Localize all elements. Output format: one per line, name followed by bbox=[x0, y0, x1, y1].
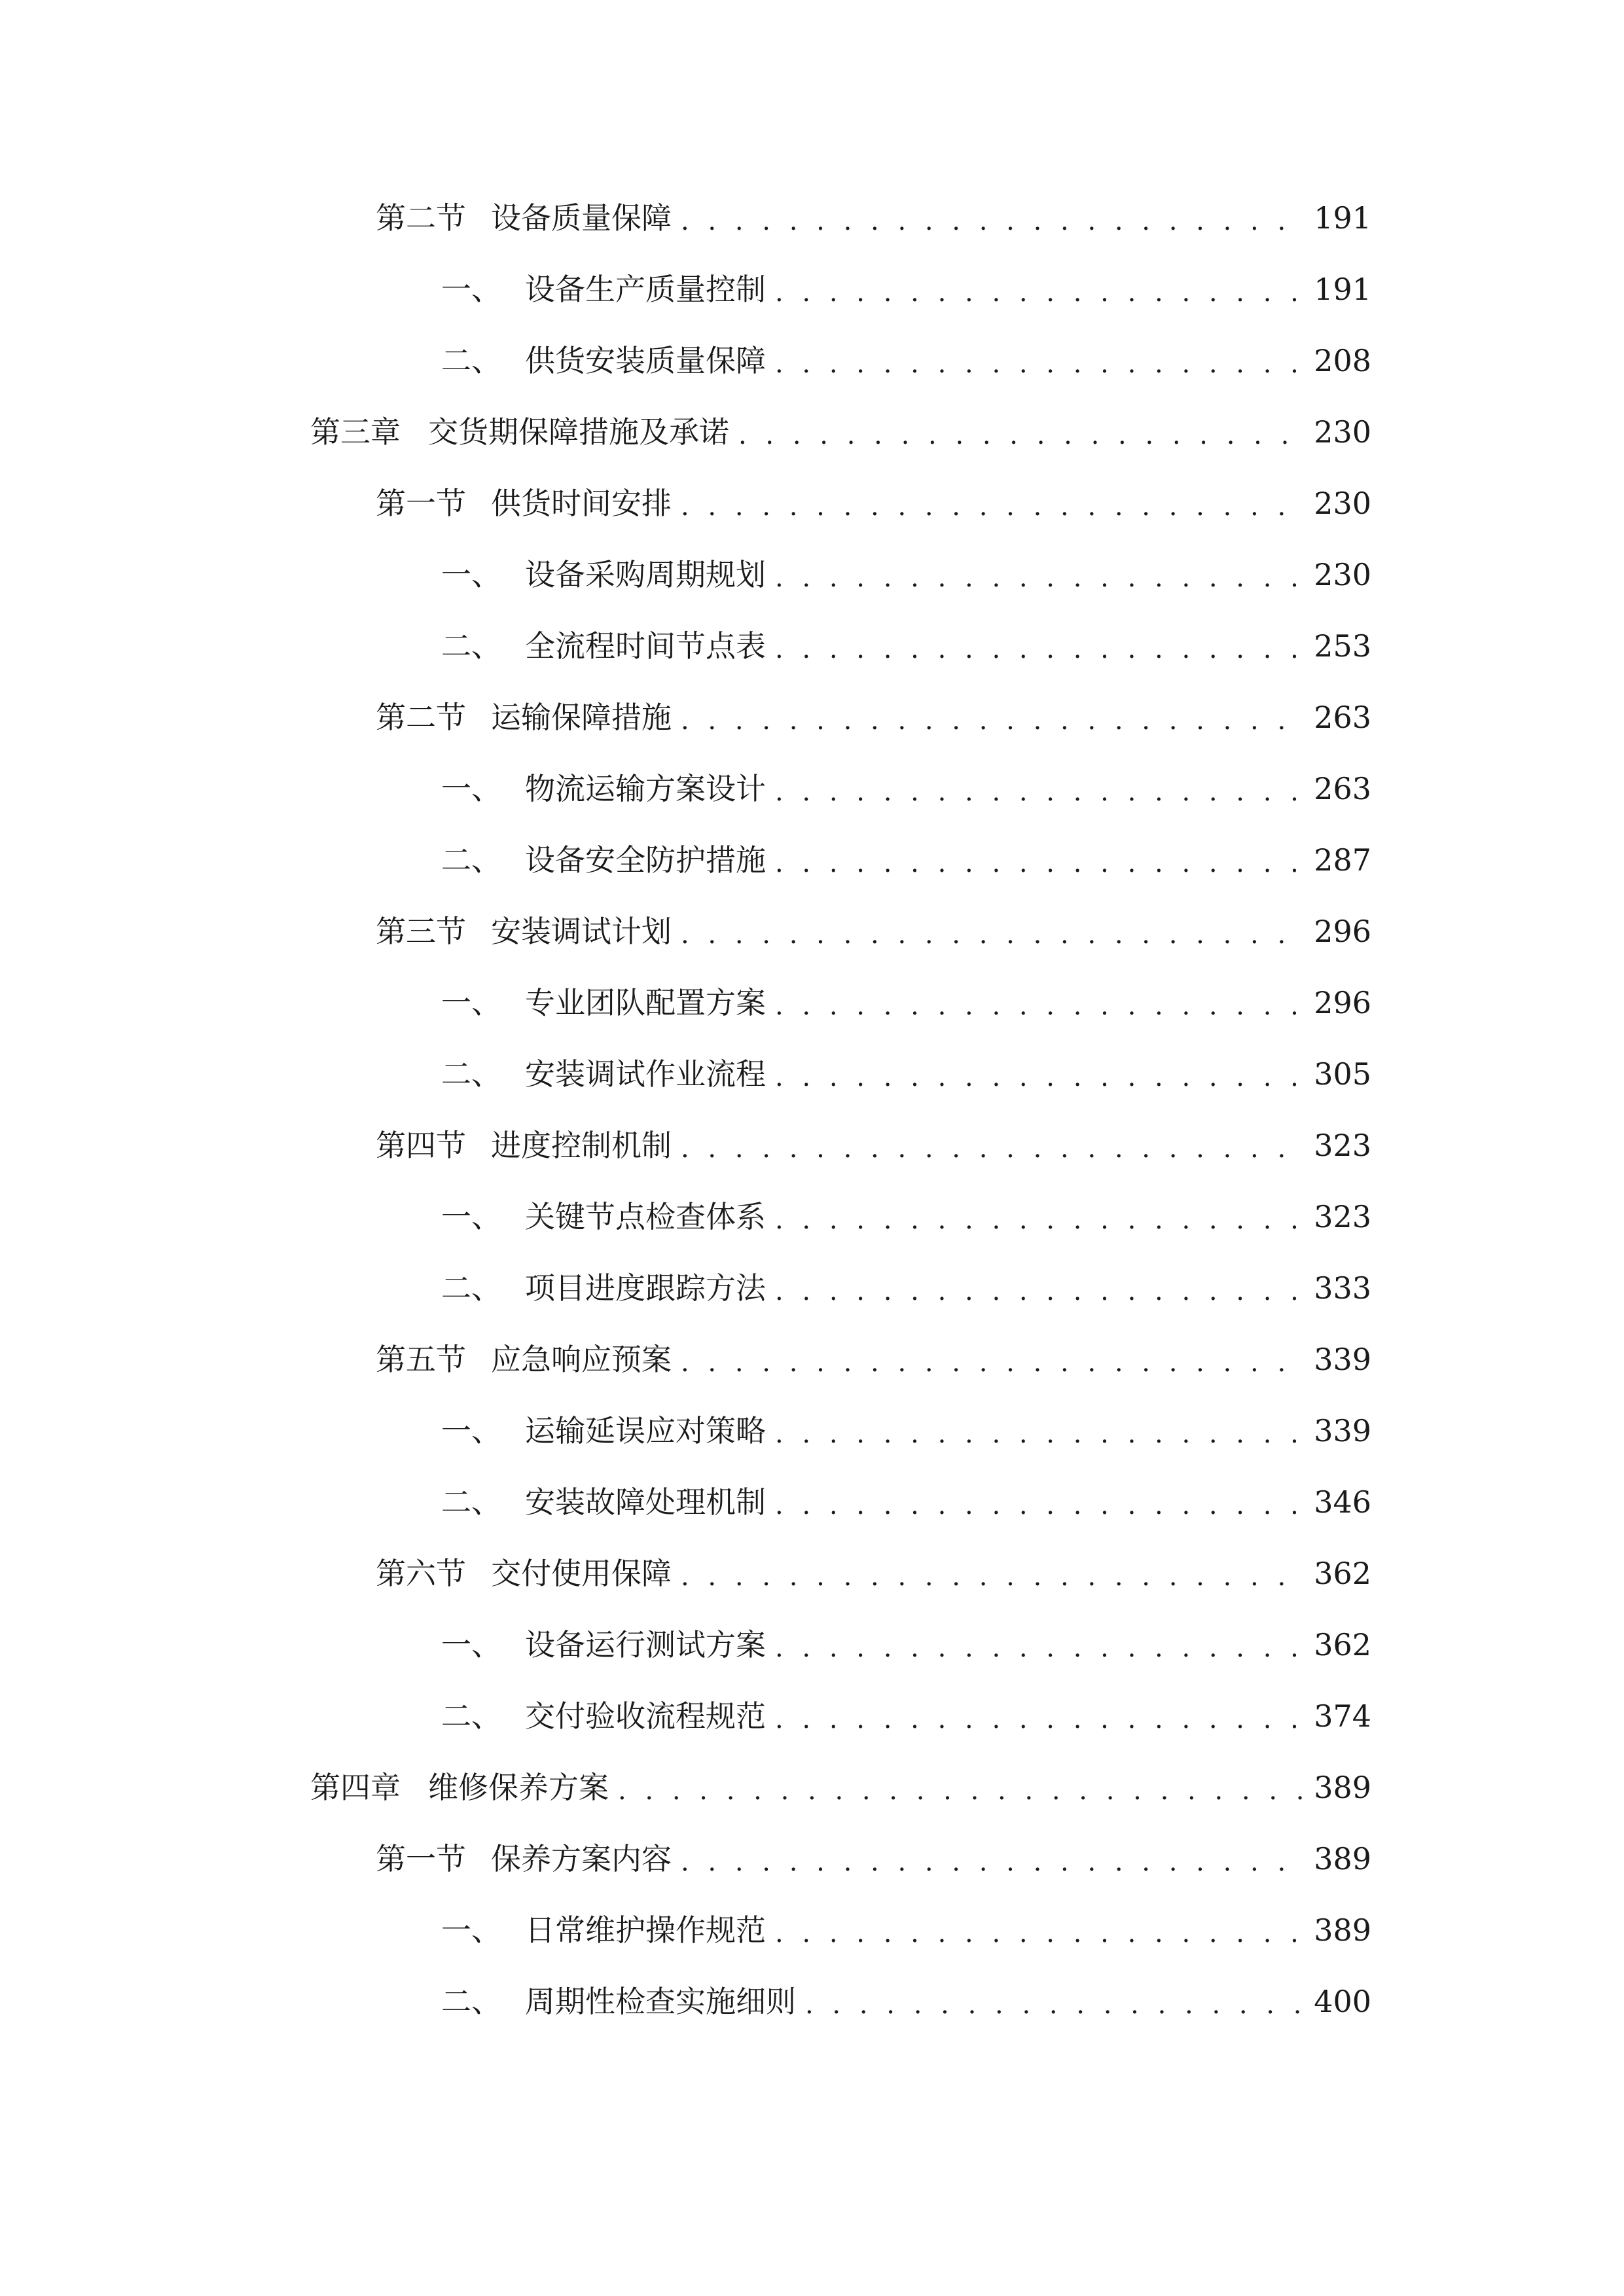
toc-entry[interactable] bbox=[441, 1479, 1371, 1525]
dot-leader bbox=[681, 195, 1305, 241]
toc-entry[interactable] bbox=[441, 1265, 1371, 1311]
toc-entry-page: 389 bbox=[1314, 1770, 1371, 1805]
dot-leader bbox=[775, 980, 1305, 1026]
toc-entry-title: 维修保养方案 bbox=[428, 1770, 609, 1805]
toc-entry-number: 二、 bbox=[441, 628, 501, 664]
toc-entry[interactable] bbox=[441, 552, 1371, 598]
toc-entry-number: 二、 bbox=[441, 1056, 501, 1092]
toc-entry[interactable] bbox=[441, 980, 1371, 1026]
toc-entry[interactable] bbox=[376, 195, 1371, 241]
toc-entry-number: 第二节 bbox=[376, 700, 466, 735]
toc-entry-title: 保养方案内容 bbox=[491, 1841, 672, 1876]
toc-entry[interactable] bbox=[376, 1551, 1371, 1596]
toc-entry[interactable] bbox=[376, 694, 1371, 740]
toc-entry-number: 二、 bbox=[441, 1270, 501, 1306]
toc-entry[interactable] bbox=[441, 338, 1371, 384]
toc-entry-page: 296 bbox=[1314, 914, 1371, 949]
toc-entry[interactable] bbox=[376, 1122, 1371, 1168]
toc-entry-page: 362 bbox=[1314, 1627, 1371, 1662]
toc-entry-number: 二、 bbox=[441, 842, 501, 878]
toc-entry[interactable] bbox=[310, 409, 1371, 455]
toc-entry-title: 交付使用保障 bbox=[491, 1556, 672, 1591]
dot-leader bbox=[681, 908, 1305, 954]
dot-leader bbox=[775, 623, 1305, 669]
toc-entry[interactable] bbox=[376, 480, 1371, 526]
toc-entry-title: 设备运行测试方案 bbox=[525, 1627, 766, 1662]
toc-entry-number: 第六节 bbox=[376, 1556, 466, 1591]
toc-entry-page: 191 bbox=[1314, 272, 1371, 307]
toc-entry[interactable] bbox=[441, 1693, 1371, 1739]
toc-entry[interactable] bbox=[441, 1051, 1371, 1097]
dot-leader bbox=[738, 409, 1305, 455]
toc-entry[interactable] bbox=[376, 908, 1371, 954]
dot-leader bbox=[775, 1479, 1305, 1525]
toc-entry-title: 设备生产质量控制 bbox=[525, 272, 766, 307]
toc-entry-page: 230 bbox=[1314, 414, 1371, 450]
toc-entry-page: 400 bbox=[1314, 1984, 1371, 2019]
toc-entry-number: 第四节 bbox=[376, 1128, 466, 1163]
toc-entry-title: 设备采购周期规划 bbox=[525, 557, 766, 592]
toc-entry-number: 第三章 bbox=[310, 414, 401, 450]
toc-entry[interactable] bbox=[441, 623, 1371, 669]
toc-entry-page: 323 bbox=[1314, 1128, 1371, 1163]
toc-entry-page: 305 bbox=[1314, 1056, 1371, 1092]
toc-entry-number: 一、 bbox=[441, 771, 501, 806]
toc-entry-page: 230 bbox=[1314, 557, 1371, 592]
toc-entry-number: 第五节 bbox=[376, 1342, 466, 1377]
toc-entry-title: 交付验收流程规范 bbox=[525, 1698, 766, 1734]
toc-entry-title: 供货时间安排 bbox=[491, 486, 672, 521]
toc-entry[interactable] bbox=[441, 1194, 1371, 1240]
toc-entry-page: 346 bbox=[1314, 1484, 1371, 1520]
toc-entry-title: 应急响应预案 bbox=[491, 1342, 672, 1377]
dot-leader bbox=[681, 694, 1305, 740]
toc-entry-title: 交货期保障措施及承诺 bbox=[428, 414, 729, 450]
toc-entry-page: 389 bbox=[1314, 1912, 1371, 1948]
dot-leader bbox=[681, 1836, 1305, 1882]
dot-leader bbox=[775, 266, 1305, 312]
toc-entry-number: 一、 bbox=[441, 1199, 501, 1234]
toc-entry[interactable] bbox=[441, 266, 1371, 312]
dot-leader bbox=[775, 837, 1305, 883]
toc-entry-number: 二、 bbox=[441, 1698, 501, 1734]
toc-entry-title: 物流运输方案设计 bbox=[525, 771, 766, 806]
toc-entry[interactable] bbox=[376, 1336, 1371, 1382]
dot-leader bbox=[775, 338, 1305, 384]
dot-leader bbox=[775, 1907, 1305, 1953]
toc-entry-title: 安装故障处理机制 bbox=[525, 1484, 766, 1520]
dot-leader bbox=[618, 1765, 1305, 1810]
toc-entry[interactable] bbox=[441, 837, 1371, 883]
dot-leader bbox=[681, 480, 1305, 526]
toc-entry-page: 287 bbox=[1314, 842, 1371, 878]
toc-entry-number: 二、 bbox=[441, 343, 501, 378]
toc-entry-title: 全流程时间节点表 bbox=[525, 628, 766, 664]
toc-entry-page: 333 bbox=[1314, 1270, 1371, 1306]
dot-leader bbox=[775, 1194, 1305, 1240]
toc-entry[interactable] bbox=[441, 766, 1371, 812]
toc-entry-page: 339 bbox=[1314, 1342, 1371, 1377]
toc-entry-number: 第四章 bbox=[310, 1770, 401, 1805]
toc-entry-title: 供货安装质量保障 bbox=[525, 343, 766, 378]
dot-leader bbox=[805, 1979, 1305, 2024]
toc-entry-title: 周期性检查实施细则 bbox=[525, 1984, 796, 2019]
toc-entry-page: 208 bbox=[1314, 343, 1371, 378]
toc-entry-page: 374 bbox=[1314, 1698, 1371, 1734]
dot-leader bbox=[681, 1551, 1305, 1596]
toc-entry-page: 339 bbox=[1314, 1413, 1371, 1448]
toc-entry-number: 一、 bbox=[441, 557, 501, 592]
toc-entry[interactable] bbox=[376, 1836, 1371, 1882]
toc-entry-title: 日常维护操作规范 bbox=[525, 1912, 766, 1948]
toc-entry-number: 一、 bbox=[441, 985, 501, 1020]
toc-entry-number: 第二节 bbox=[376, 200, 466, 236]
toc-entry-page: 253 bbox=[1314, 628, 1371, 664]
toc-entry-number: 一、 bbox=[441, 1912, 501, 1948]
dot-leader bbox=[775, 766, 1305, 812]
toc-entry-title: 关键节点检查体系 bbox=[525, 1199, 766, 1234]
toc-entry-title: 安装调试计划 bbox=[491, 914, 672, 949]
toc-entry-title: 运输保障措施 bbox=[491, 700, 672, 735]
dot-leader bbox=[681, 1336, 1305, 1382]
toc-entry-page: 191 bbox=[1314, 200, 1371, 236]
toc-entry-title: 专业团队配置方案 bbox=[525, 985, 766, 1020]
toc-entry-title: 设备安全防护措施 bbox=[525, 842, 766, 878]
toc-entry-number: 二、 bbox=[441, 1984, 501, 2019]
toc-entry[interactable] bbox=[441, 1622, 1371, 1668]
toc-entry-number: 一、 bbox=[441, 272, 501, 307]
toc-entry[interactable] bbox=[441, 1979, 1371, 2024]
toc-entry-number: 一、 bbox=[441, 1627, 501, 1662]
toc-entry[interactable] bbox=[310, 1765, 1371, 1810]
toc-entry-page: 263 bbox=[1314, 771, 1371, 806]
toc-entry-page: 230 bbox=[1314, 486, 1371, 521]
toc-entry[interactable] bbox=[441, 1907, 1371, 1953]
dot-leader bbox=[775, 1622, 1305, 1668]
toc-entry-title: 进度控制机制 bbox=[491, 1128, 672, 1163]
dot-leader bbox=[775, 1265, 1305, 1311]
toc-entry-page: 323 bbox=[1314, 1199, 1371, 1234]
toc-entry-page: 389 bbox=[1314, 1841, 1371, 1876]
toc-entry-title: 安装调试作业流程 bbox=[525, 1056, 766, 1092]
dot-leader bbox=[775, 1051, 1305, 1097]
toc-entry-title: 运输延误应对策略 bbox=[525, 1413, 766, 1448]
toc-entry-page: 296 bbox=[1314, 985, 1371, 1020]
dot-leader bbox=[775, 552, 1305, 598]
toc-entry-number: 二、 bbox=[441, 1484, 501, 1520]
toc-entry-page: 362 bbox=[1314, 1556, 1371, 1591]
dot-leader bbox=[775, 1408, 1305, 1454]
toc-entry-number: 第三节 bbox=[376, 914, 466, 949]
toc-entry[interactable] bbox=[441, 1408, 1371, 1454]
toc-entry-title: 项目进度跟踪方法 bbox=[525, 1270, 766, 1306]
toc-entry-page: 263 bbox=[1314, 700, 1371, 735]
toc-entry-title: 设备质量保障 bbox=[491, 200, 672, 236]
dot-leader bbox=[775, 1693, 1305, 1739]
toc-entry-number: 第一节 bbox=[376, 1841, 466, 1876]
toc-entry-number: 一、 bbox=[441, 1413, 501, 1448]
toc-entry-number: 第一节 bbox=[376, 486, 466, 521]
dot-leader bbox=[681, 1122, 1305, 1168]
